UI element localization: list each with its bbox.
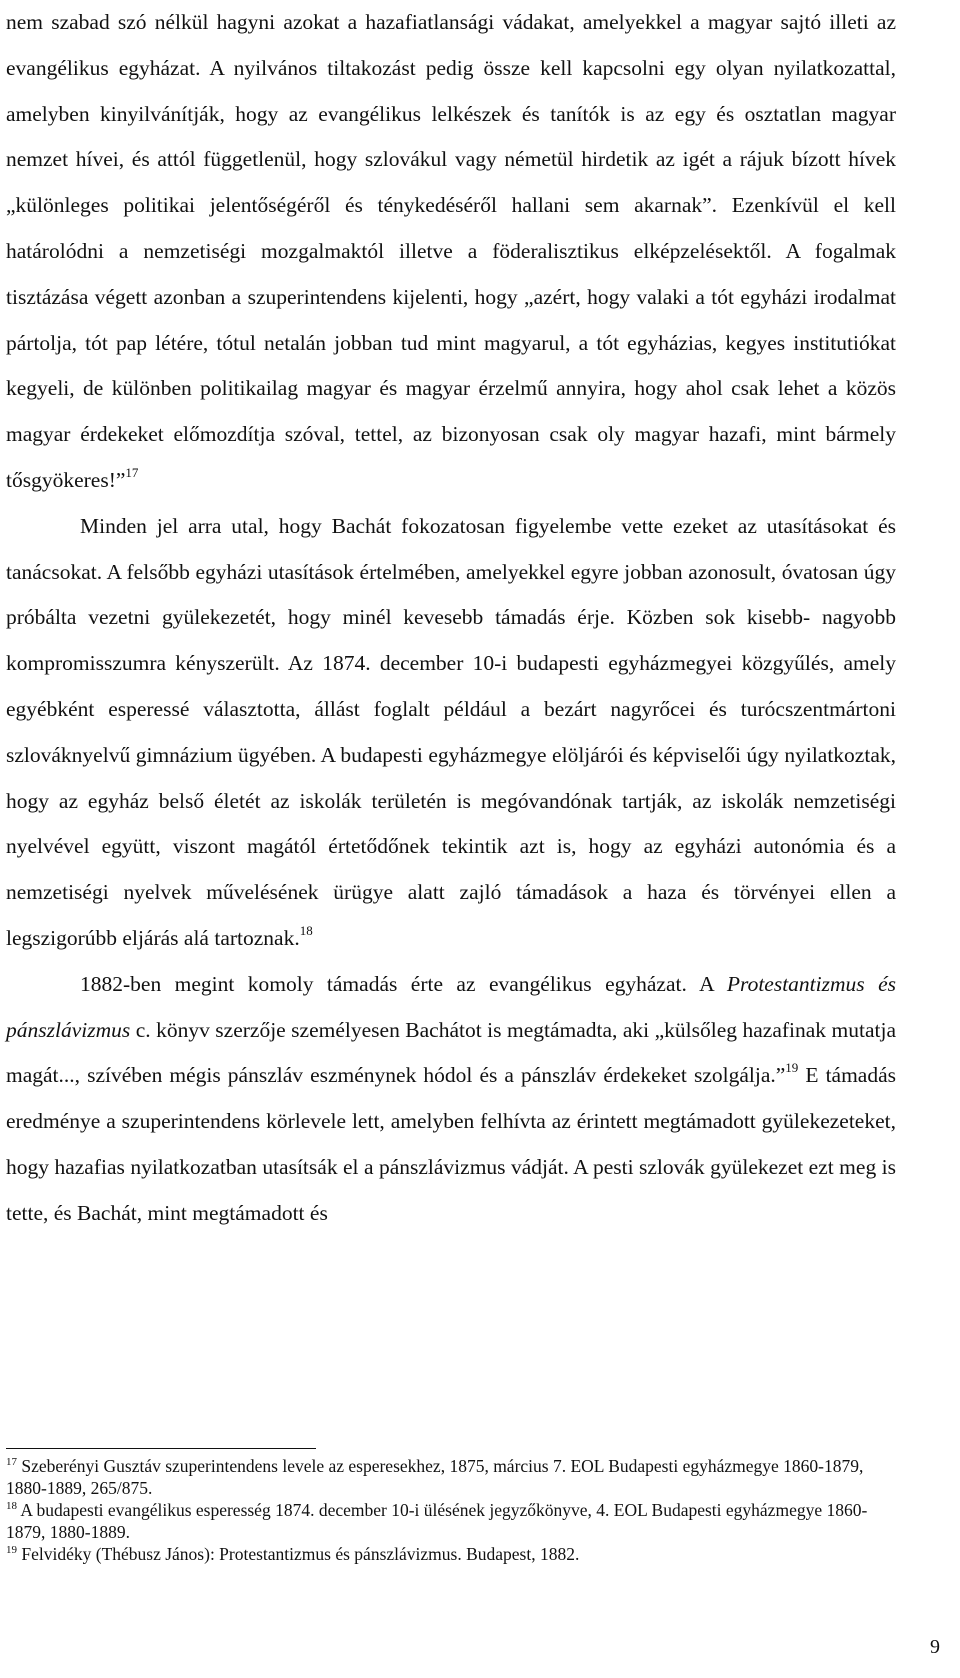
body-text bbox=[6, 0, 896, 1237]
footnote-reference: 17 bbox=[125, 464, 139, 480]
footnote-text: Felvidéky (Thébusz János): Protestantizmus és pánszlávizmus. Budapest, 1882. bbox=[21, 1544, 580, 1564]
footnote bbox=[6, 1543, 896, 1565]
paragraph bbox=[6, 504, 896, 962]
footnote-number: 18 bbox=[6, 1500, 17, 1512]
text-run: Minden jel arra utal, hogy Bachát fokozatosan figyelembe vette ezeket az utasításokat és tanácsokat. A felsőbb egyházi utasítások értelmében, amelyekkel egyre jobban azonosult, óvatosan úgy próbálta vezetni gyülekezetét, hogy minél kevesebb támadás érje. Közben sok kisebb- nagyobb kompromisszumra kényszerült. Az 1874. december 10-i budapesti egyházmegyei közgyűlés, amely egyébként esperessé választotta, állást foglalt például a bezárt nagyrőcei és turócszentmártoni szlováknyelvű gimnázium ügyében. A budapesti egyházmegye elöljárói és képviselői úgy nyilatkoztak, hogy az egyház belső életét az iskolák területén is megóvandónak tartják, az iskolák nemzetiségi nyelvével együtt, viszont magától értetődőnek tekintik azt is, hogy az egyházi autonómia és a nemzetiségi nyelvek művelésének ürügye alatt zajló támadások a haza és törvényei ellen a legszigorúbb eljárás alá tartoznak. bbox=[6, 513, 896, 950]
text-run: 1882-ben megint komoly támadás érte az evangélikus egyházat. A bbox=[80, 971, 727, 996]
footnote-number: 19 bbox=[6, 1544, 17, 1556]
paragraph bbox=[6, 962, 896, 1237]
paragraph bbox=[6, 0, 896, 504]
page-number: 9 bbox=[930, 1636, 940, 1658]
text-run: E támadás eredménye a szuperintendens körlevele lett, amelyben felhívta az érintett megtámadott gyülekezeteket, hogy hazafias nyilatkozatban utasítsák el a pánszlávizmus vádját. A pesti szlovák gyülekezet ezt meg is tette, és Bachát, mint megtámadott és bbox=[6, 1063, 897, 1225]
footnote-separator bbox=[6, 1448, 316, 1449]
book-title: Protestantizmus és pánszlávizmus bbox=[6, 971, 896, 1042]
footnote bbox=[6, 1455, 896, 1499]
footnote-reference: 19 bbox=[785, 1060, 799, 1076]
footnote-number: 17 bbox=[6, 1456, 17, 1468]
footnotes bbox=[6, 1455, 896, 1565]
footnote bbox=[6, 1499, 896, 1543]
text-run: c. könyv szerzője személyesen Bachátot is megtámadta, aki „külsőleg hazafinak mutatja magát..., szívében mégis pánszláv eszménynek hódol és a pánszláv érdekeket szolgálja.” bbox=[6, 1017, 896, 1088]
text-run: nem szabad szó nélkül hagyni azokat a hazafiatlansági vádakat, amelyekkel a magyar sajtó illeti az evangélikus egyházat. A nyilvános tiltakozást pedig össze kell kapcsolni egy olyan nyilatkozattal, amelyben kinyilvánítják, hogy az evangélikus lelkészek és tanítók is az egy és osztatlan magyar nemzet hívei, és attól függetlenül, hogy szlovákul vagy németül hirdetik az igét a rájuk bízott hívek „különleges politikai jelentőségéről és ténykedéséről hallani sem akarnak”. Ezenkívül el kell határolódni a nemzetiségi mozgalmaktól illetve a föderalisztikus elképzelésektől. A fogalmak tisztázása végett azonban a szuperintendens kijelenti, hogy „azért, hogy valaki a tót egyházi irodalmat pártolja, tót pap létére, tótul netalán jobban tud mint magyarul, a tót egyházias, kegyes institutiókat kegyeli, de különben politikailag magyar és magyar érzelmű annyira, hogy ahol csak lehet a közös magyar érdekeket előmozdítja szóval, tettel, az bizonyosan csak oly magyar hazafi, mint bármely tősgyökeres!” bbox=[6, 10, 896, 492]
footnote-reference: 18 bbox=[299, 922, 313, 938]
footnote-text: A budapesti evangélikus esperesség 1874. december 10-i ülésének jegyzőkönyve, 4. EOL Budapesti egyházmegye 1860-1879, 1880-1889. bbox=[6, 1500, 868, 1542]
footnote-text: Szeberényi Gusztáv szuperintendens levele az esperesekhez, 1875, március 7. EOL Budapesti egyházmegye 1860-1879, 1880-1889, 265/875. bbox=[6, 1456, 864, 1498]
